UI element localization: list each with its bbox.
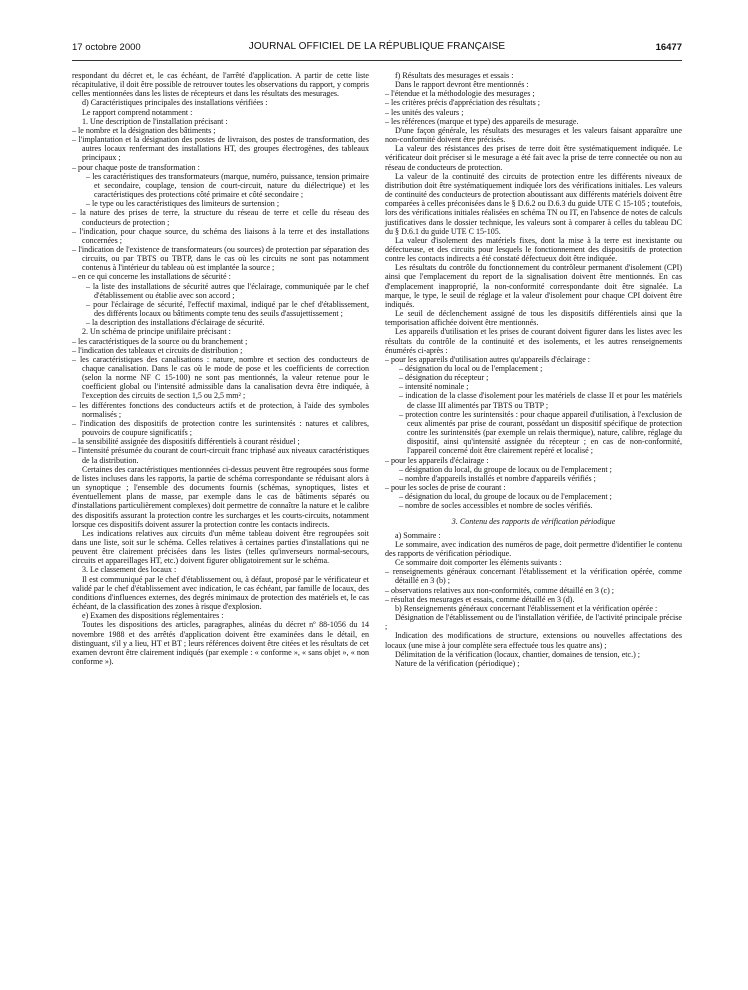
section-heading: 3. Contenu des rapports de vérification périodique <box>451 516 616 526</box>
paragraph: 1. Une description de l'installation précisant : <box>82 116 228 126</box>
paragraph: – résultat des mesurages et essais, comme détaillé en 3 (d). <box>385 594 575 604</box>
paragraph: – nombre d'appareils installés et nombre d'appareils vérifiés ; <box>399 473 596 483</box>
paragraph: – les unités des valeurs ; <box>385 107 464 117</box>
paragraph: – pour les socles de prise de courant : <box>385 483 506 493</box>
paragraph: – protection contre les surintensités : pour chaque appareil d'utilisation, à l'exclusion de ceux alimentés par prise de courant, possédant un dispositif spécifique de protection contre les surintensités (par exemple un relais thermique), nature, calibre, réglage du dispositif, ainsi qu'intensité assignée du récepteur ; en cas de non-conformité, l'appareil concerné doit être clairement repéré et localisé ; <box>399 409 682 456</box>
paragraph: – l'indication des tableaux et circuits de distribution ; <box>72 345 243 355</box>
paragraph: e) Examen des dispositions réglementaires : <box>82 611 224 621</box>
paragraph: – l'indication, pour chaque source, du schéma des liaisons à la terre et des installations concernées ; <box>72 226 369 245</box>
paragraph: Ce sommaire doit comporter les éléments suivants : <box>395 558 562 568</box>
right-column <box>385 71 682 668</box>
paragraph: D'une façon générale, les résultats des mesurages et les valeurs faisant apparaître une non-conformité doivent être précisés. <box>385 125 682 145</box>
paragraph: – les critères précis d'appréciation des résultats ; <box>385 98 540 108</box>
paragraph: Les résultats du contrôle du fonctionnement du contrôleur permanent d'isolement (CPI) ainsi que l'emplacement du report de la signalisation doivent être mentionnés. En cas d'emplacement inapproprié, la non-conformité correspondante doit être signalée. La marque, le type, le seuil de réglage et la valeur d'isolement pour chaque CPI doivent être indiqués. <box>385 263 682 309</box>
paragraph: – la nature des prises de terre, la structure du réseau de terre et celle du réseau des conducteurs de protection ; <box>72 208 369 227</box>
paragraph: Nature de la vérification (périodique) ; <box>395 658 520 668</box>
paragraph: 2. Un schéma de principe unifilaire précisant : <box>82 327 231 337</box>
paragraph: – les différentes fonctions des conducteurs actifs et de protection, à l'aide des symboles normalisés ; <box>72 400 369 419</box>
paragraph: Désignation de l'établissement ou de l'installation vérifiée, de l'activité principale précise ; <box>385 613 682 632</box>
paragraph: – nombre de socles accessibles et nombre de socles vérifiés. <box>399 501 593 511</box>
paragraph: – indication de la classe d'isolement pour les matériels de classe II et pour les matériels de classe III alimentés par TBTS ou TBTP ; <box>399 391 682 410</box>
paragraph: Les appareils d'utilisation et les prises de courant doivent figurer dans les listes avec les résultats du contrôle de la continuité et des isolements, et les autres renseignements énumérés ci-après : <box>385 327 682 355</box>
paragraph: – pour les appareils d'utilisation autres qu'appareils d'éclairage : <box>385 354 591 364</box>
paragraph: – l'intensité présumée du courant de court-circuit franc triphasé aux niveaux caractéristiques de la distribution. <box>72 446 369 465</box>
paragraph: respondant du décret et, le cas échéant, de l'arrêté d'application. A partir de cette liste récapitulative, il doit être possible de retrouver toutes les observations du rapport, y compris celles mentionnées dans les listes de récepteurs et dans les résultats des mesurages. <box>72 71 369 99</box>
paragraph: – les caractéristiques des canalisations : nature, nombre et section des conducteurs de chaque canalisation. Dans le cas où le mode de pose et les coefficients de correction (selon la norme NF C 15-100) ne sont pas mentionnés, la valeur retenue pour le coefficient global ou l'intensité admissible dans la canalisation devra être indiquée, à l'exception des circuits de section 1,5 ou 2,5 mm² ; <box>72 354 369 401</box>
paragraph: – pour les appareils d'éclairage : <box>385 455 489 465</box>
paragraph: – désignation du récepteur ; <box>399 373 489 383</box>
paragraph: f) Résultats des mesurages et essais : <box>395 71 514 80</box>
paragraph: Dans le rapport devront être mentionnés : <box>395 80 529 90</box>
paragraph: – observations relatives aux non-conformités, comme détaillé en 3 (c) ; <box>385 585 615 595</box>
paragraph: Certaines des caractéristiques mentionnées ci-dessus peuvent être regroupées sous forme de listes incluses dans les rapports, la partie de schéma correspondante se réduisant alors à un synoptique ; l'ensemble des documents fournis (schémas, synoptiques, listes et éventuellement plans de masse, par exemple dans le cas de bâtiments séparés ou d'installations particulièrement complexes) doit permettre de connaître la nature et le calibre des dispositifs assurant la protection contre les surcharges et les courts-circuits, notamment lorsque ces dispositifs doivent assurer la protection contre les contacts indirects. <box>72 464 369 529</box>
paragraph: Le seuil de déclenchement assigné de tous les dispositifs différentiels ainsi que la temporisation affichée doivent être mentionnés. <box>385 309 682 328</box>
paragraph: – la sensibilité assignée des dispositifs différentiels à courant résiduel ; <box>72 437 300 447</box>
paragraph: La valeur des résistances des prises de terre doit être systématiquement indiquée. Le vérificateur doit préciser si le mesurage a été fait avec la prise de terre connectée ou non au réseau de conducteurs de protection. <box>385 144 682 172</box>
paragraph: – le nombre et la désignation des bâtiments ; <box>72 125 216 135</box>
paragraph: – en ce qui concerne les installations de sécurité : <box>72 272 231 282</box>
header-rule <box>72 60 682 61</box>
paragraph: – désignation du local, du groupe de locaux ou de l'emplacement ; <box>399 464 612 474</box>
paragraph: d) Caractéristiques principales des installations vérifiées : <box>82 98 268 108</box>
paragraph: – l'implantation et la désignation des postes de livraison, des postes de transformation, des autres locaux renfermant des installations HT, des groupes électrogènes, des tableaux principaux ; <box>72 135 369 163</box>
page-number: 16477 <box>655 42 682 53</box>
paragraph: – les caractéristiques des transformateurs (marque, numéro, puissance, tension primaire et secondaire, couplage, tension de court-circuit, nature du diélectrique) et les caractéristiques des protections côté primaire et côté secondaire ; <box>86 171 369 200</box>
paragraph: La valeur d'isolement des matériels fixes, dont la mise à la terre est inexistante ou défectueuse, et des circuits pour lesquels le fonctionnement des dispositifs de protection contre les contacts indirects a été constaté défectueux doit être indiquée. <box>385 235 682 264</box>
paragraph: – le type ou les caractéristiques des limiteurs de surtension ; <box>86 199 280 209</box>
paragraph: – désignation du local, du groupe de locaux ou de l'emplacement ; <box>399 492 612 502</box>
left-column <box>72 71 369 666</box>
paragraph: b) Renseignements généraux concernant l'établissement et la vérification opérée : <box>395 603 658 613</box>
paragraph: Délimitation de la vérification (locaux, chantier, domaines de tension, etc.) ; <box>395 649 641 659</box>
paragraph: – l'indication de l'existence de transformateurs (ou sources) de protection par séparation des circuits, ou par TBTS ou TBTP, dans le cas où les circuits ne sont pas notamment contenus à l'intérieur du tableau où est implantée la source ; <box>72 244 369 273</box>
paragraph: Les indications relatives aux circuits d'un même tableau doivent être regroupées soit dans une liste, soit sur le schéma. Celles relatives à certaines parties d'installations qui ne peuvent être clairement précisées dans les listes (telles qu'inverseurs normal-secours, circuits et appareillages HT, etc.) doivent figurer obligatoirement sur le schéma. <box>72 528 369 566</box>
paragraph: 3. Le classement des locaux : <box>82 565 177 575</box>
paragraph: – l'indication des dispositifs de protection contre les surintensités : natures et calibres, pouvoirs de coupure significatifs ; <box>72 418 369 438</box>
paragraph: – l'étendue et la méthodologie des mesurages ; <box>385 89 535 99</box>
paragraph: – la liste des installations de sécurité autres que l'éclairage, communiquée par le chef d'établissement ou établie avec son accord ; <box>86 281 369 300</box>
paragraph: Le sommaire, avec indication des numéros de page, doit permettre d'identifier le contenu des rapports de vérification périodique. <box>385 539 682 558</box>
paragraph: La valeur de la continuité des circuits de protection entre les différents niveaux de distribution doit être systématiquement indiquée lors des vérifications initiales. Les valeurs de continuité des conducteurs de protection aboutissant aux différents matériels doivent être comparées à celles préconisées dans le § D.6.2 ou D.6.3 du guide UTE C 15-105 ; toutefois, lors des vérifications initiales réalisées en schéma TN ou IT, en l'absence de notes de calculs justificatives dans le dossier technique, les valeurs sont à comparer à celles du tableau DC du § D.6.1 du guide UTE C 15-105. <box>385 171 682 236</box>
paragraph: Indication des modifications de structure, extensions ou nouvelles affectations des locaux (une mise à jour complète sera effectuée tous les quatre ans) ; <box>385 631 682 650</box>
page-header <box>72 42 682 58</box>
paragraph: Toutes les dispositions des articles, paragraphes, alinéas du décret nº 88-1056 du 14 novembre 1988 et des arrêtés d'application doivent être examinées dans le détail, en distinguant, s'il y a lieu, HT et BT ; leurs références doivent être citées et les résultats de cet examen devront être clairement indiqués (par exemple : « conforme », « sans objet », « non conforme »). <box>72 620 369 666</box>
paragraph: – pour chaque poste de transformation : <box>72 162 200 172</box>
paragraph: – les références (marque et type) des appareils de mesurage. <box>385 116 579 126</box>
paragraph: – les caractéristiques de la source ou du branchement ; <box>72 336 248 346</box>
paragraph: – renseignements généraux concernant l'établissement et la vérification opérée, comme détaillé en 3 (b) ; <box>385 567 682 586</box>
paragraph: – la description des installations d'éclairage de sécurité. <box>86 318 265 328</box>
paragraph: a) Sommaire : <box>395 530 441 540</box>
paragraph: Il est communiqué par le chef d'établissement ou, à défaut, proposé par le vérificateur et validé par le chef d'établissement avec indication, le cas échéant, par famille de locaux, des conditions d'influences externes, des degrés minimaux de protection des matériels et, le cas échéant, de la classification des zones à risque d'explosion. <box>72 574 369 612</box>
paragraph: Le rapport comprend notamment : <box>82 107 193 117</box>
paragraph: – intensité nominale ; <box>399 382 469 392</box>
paragraph: – désignation du local ou de l'emplacement ; <box>399 364 543 373</box>
paragraph: – pour l'éclairage de sécurité, l'effectif maximal, indiqué par le chef d'établissement, des différents locaux ou bâtiments compte tenu des seuils d'assujettissement ; <box>86 299 369 319</box>
journal-title: JOURNAL OFFICIEL DE LA RÉPUBLIQUE FRANÇAISE <box>248 41 506 52</box>
issue-date: 17 octobre 2000 <box>72 42 141 53</box>
